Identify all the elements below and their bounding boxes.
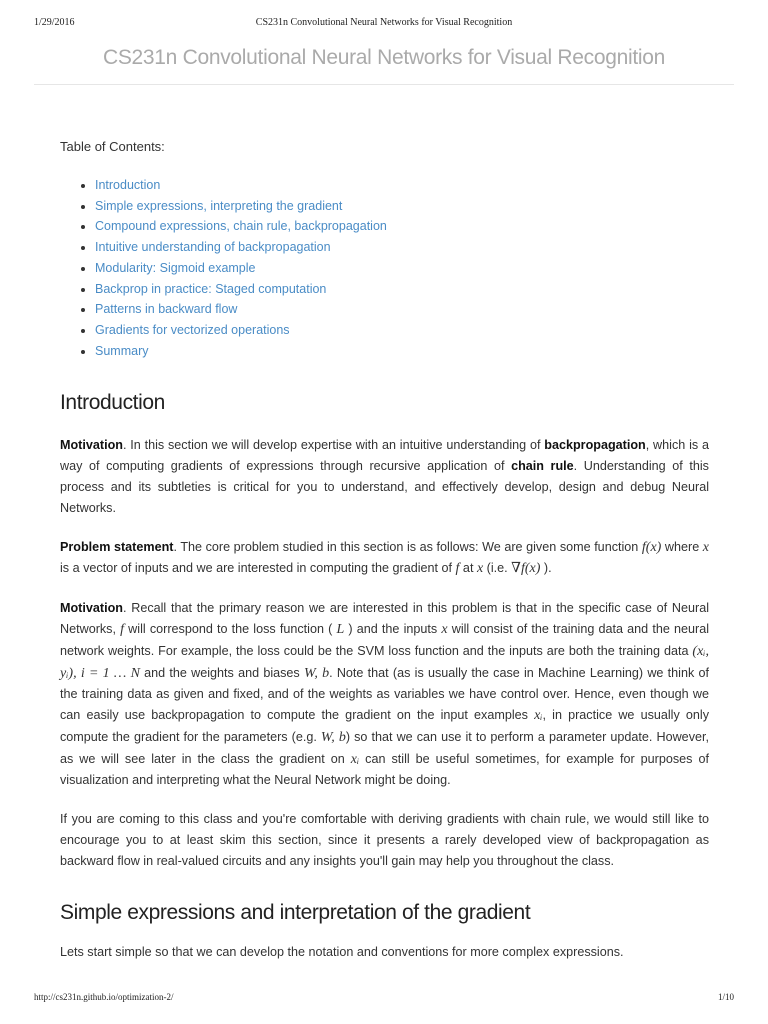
text-run: . Recall that the primary reason we are interested in this problem is that in the specific case of Neural Networks, xyxy=(60,601,709,636)
text-run: . Understanding of this process and its subtleties is critical for you to understand, and effectively develop, design and debug Neural Networks. xyxy=(60,459,709,515)
paragraph-motivation xyxy=(60,435,709,518)
site-title[interactable]: CS231n Convolutional Neural Networks for Visual Recognition xyxy=(102,46,666,69)
toc-item xyxy=(95,196,709,217)
paragraph-simple-intro: Lets start simple so that we can develop the notation and conventions for more complex expressions. xyxy=(60,944,624,959)
math: f(x) xyxy=(641,539,662,555)
term-chain-rule: chain rule xyxy=(511,459,574,474)
paragraph-motivation-detail xyxy=(60,598,709,791)
text-run: . Note that (as is usually the case in Machine Learning) we think of the training data as given and fixed, and of the weights as variables we have control over. Hence, even though we can easily use backpropagation to compute the gradient on the input examples xyxy=(60,665,709,723)
text-run: ) so that we can use it to perform a parameter update. However, as we will see later in the class the gradient on xyxy=(60,729,709,766)
term-motivation: Motivation xyxy=(60,601,123,616)
paragraph-skim-advice: If you are coming to this class and you're comfortable with deriving gradients with chain rule, we would still like to encourage you to at least skim this section, since it presents a rarely developed view of backpropagation as backward flow in real-valued circuits and any insights you'll gain may help you throughout the class. xyxy=(60,812,709,868)
toc-item xyxy=(95,299,709,320)
math: xᵢ xyxy=(350,751,360,767)
text-run: where xyxy=(661,539,703,554)
text-run: ). xyxy=(540,561,552,576)
text-run: . The core problem studied in this section is as follows: We are given some function xyxy=(173,539,642,554)
math: x xyxy=(702,539,710,555)
toc-item xyxy=(95,216,709,237)
toc-link-intuitive-understanding[interactable]: Intuitive understanding of backpropagation xyxy=(95,240,331,255)
math: L xyxy=(336,621,345,637)
text-run: , which is a way of computing gradients of expressions through recursive application of xyxy=(60,438,709,474)
toc-link-modularity[interactable]: Modularity: Sigmoid example xyxy=(95,260,256,275)
math: (xᵢ, yᵢ), i = 1 … N xyxy=(60,643,709,681)
math: x xyxy=(441,621,448,637)
toc-link-simple-expressions[interactable]: Simple expressions, interpreting the gradient xyxy=(95,198,343,213)
term-motivation: Motivation xyxy=(60,438,123,453)
section-heading-introduction: Introduction xyxy=(60,391,165,415)
text-run: ) and the inputs xyxy=(344,621,442,636)
print-header xyxy=(34,17,734,31)
toc-label: Table of Contents: xyxy=(60,139,165,154)
toc-item xyxy=(95,320,709,341)
math: x xyxy=(476,561,484,577)
toc-item xyxy=(95,341,709,362)
section-heading-simple-expressions: Simple expressions and interpretation of the gradient xyxy=(60,900,531,924)
print-title: CS231n Convolutional Neural Networks for Visual Recognition xyxy=(255,17,513,28)
text-run: . In this section we will develop expertise with an intuitive understanding of xyxy=(122,438,545,453)
toc-link-backward-flow[interactable]: Patterns in backward flow xyxy=(95,302,238,317)
term-backpropagation: backpropagation xyxy=(544,438,646,453)
toc-item xyxy=(95,237,709,258)
math: W, b xyxy=(303,665,330,681)
text-run: , in practice we usually only compute the gradient for the parameters (e.g. xyxy=(60,708,710,744)
toc-link-vectorized-gradients[interactable]: Gradients for vectorized operations xyxy=(95,322,290,337)
page-number: 1/10 xyxy=(717,992,734,1002)
math: ∇f(x) xyxy=(511,561,541,577)
text-run: will consist of the training data and the neural network weights. For example, the loss could be the SVM loss function and the inputs are both the training data xyxy=(60,621,709,658)
main-content xyxy=(60,138,709,980)
toc-item xyxy=(95,175,709,196)
math: W, b xyxy=(320,729,346,745)
text-run: and the weights and biases xyxy=(139,665,304,680)
toc-item xyxy=(95,279,709,300)
math: xᵢ xyxy=(534,708,543,724)
toc-link-summary[interactable]: Summary xyxy=(95,343,149,358)
print-footer xyxy=(34,992,734,1004)
print-url: http://cs231n.github.io/optimization-2/ xyxy=(34,992,174,1002)
text-run: is a vector of inputs and we are interested in computing the gradient of xyxy=(60,561,456,576)
term-problem-statement: Problem statement xyxy=(60,539,174,554)
print-date: 1/29/2016 xyxy=(34,17,75,28)
header-divider xyxy=(34,84,734,85)
text-run: will correspond to the loss function ( xyxy=(124,621,337,636)
table-of-contents xyxy=(60,175,709,361)
paragraph-problem-statement xyxy=(60,537,709,581)
toc-link-introduction[interactable]: Introduction xyxy=(95,178,161,192)
text-run: can still be useful sometimes, for example for purposes of visualization and interpreting what the Neural Network might be doing. xyxy=(60,751,709,788)
toc-item xyxy=(95,258,709,279)
text-run: at xyxy=(459,561,477,576)
text-run: (i.e. xyxy=(483,561,512,576)
math: f xyxy=(120,621,125,637)
toc-link-staged-computation[interactable]: Backprop in practice: Staged computation xyxy=(95,281,327,296)
toc-link-compound-expressions[interactable]: Compound expressions, chain rule, backpropagation xyxy=(95,219,387,234)
math: f xyxy=(455,561,460,577)
